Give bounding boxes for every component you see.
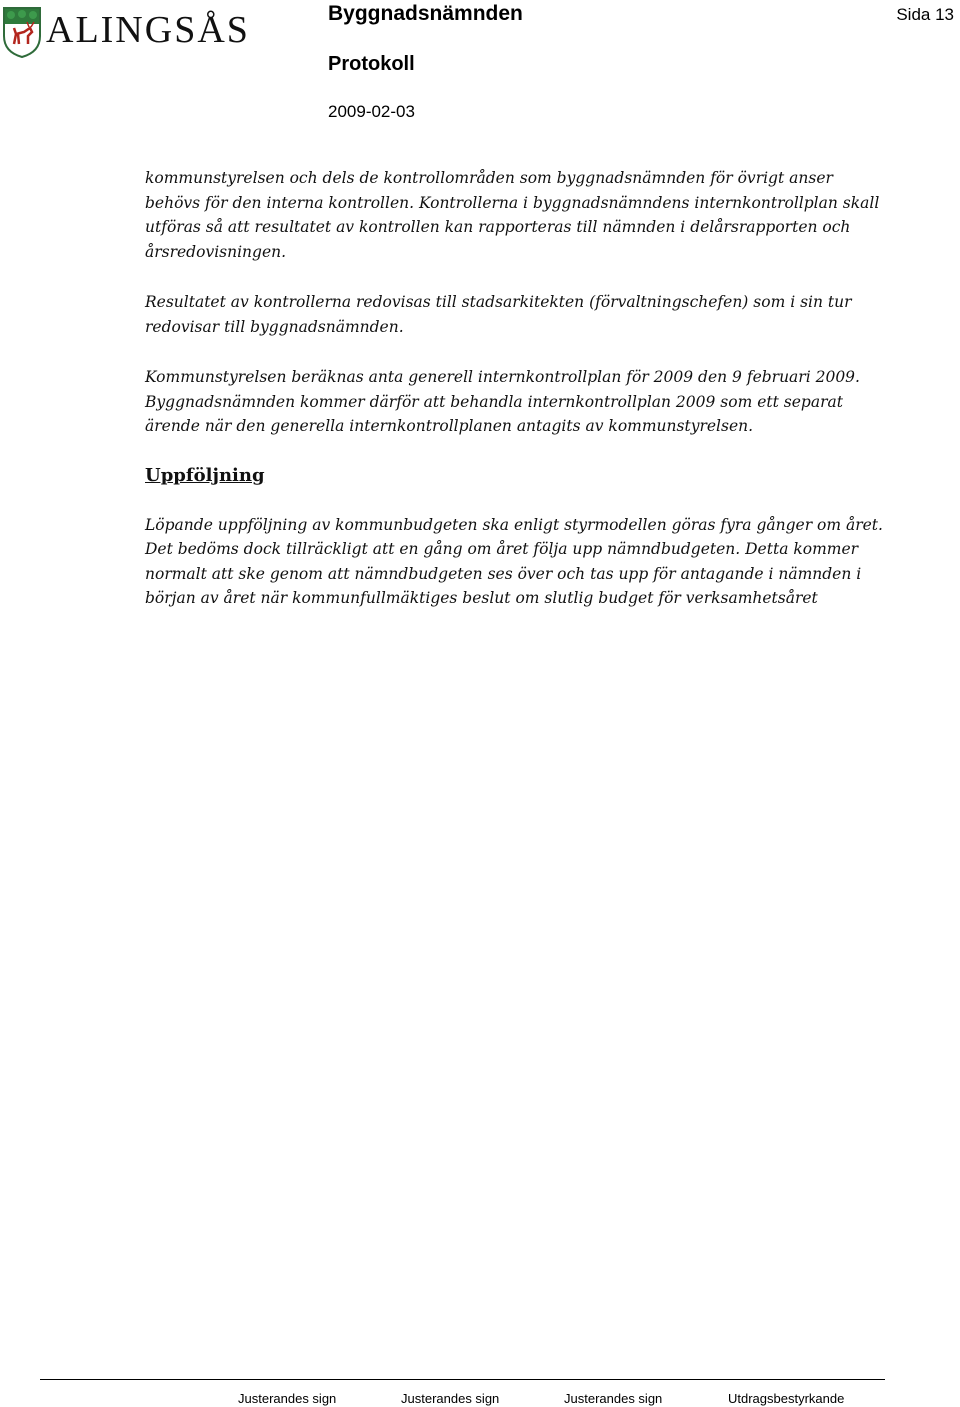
signature-label: Justerandes sign: [564, 1391, 663, 1406]
committee-title: Byggnadsnämnden: [328, 2, 523, 25]
alingsas-logo: [0, 6, 260, 60]
signature-label: Justerandes sign: [238, 1391, 337, 1406]
signature-label: Justerandes sign: [401, 1391, 500, 1406]
document-body: [145, 166, 885, 637]
paragraph: Resultatet av kontrollerna redovisas till stadsarkitekten (förvaltningschefen) som i sin tur redovisar till byggnadsnämnden.: [145, 293, 852, 336]
page-number: Sida 13: [896, 5, 954, 24]
paragraph: Löpande uppföljning av kommunbudgeten ska enligt styrmodellen göras fyra gånger om året. Det bedöms dock tillräckligt att en gång om året följa upp nämndbudgeten. Detta kommer normalt att ske genom att nämndbudgeten ses över och tas upp för antagande i nämnden i början av året när kommunfullmäktiges beslut om slutlig budget för verksamhetsåret: [145, 515, 883, 607]
section-heading: Uppföljning: [145, 464, 265, 486]
extract-certification-label: Utdragsbestyrkande: [728, 1391, 845, 1406]
meeting-date: 2009-02-03: [328, 102, 415, 121]
coat-of-arms-icon: [2, 6, 42, 58]
paragraph: kommunstyrelsen och dels de kontrollområden som byggnadsnämnden för övrigt anser behövs för den interna kontrollen. Kontrollerna i byggnadsnämndens internkontrollplan skall utföras så att resultatet av kontrollen kan rapporteras till nämnden i delårsrapporten och årsredovisningen.: [145, 169, 880, 261]
paragraph: Kommunstyrelsen beräknas anta generell internkontrollplan för 2009 den 9 februari 2009. Byggnadsnämnden kommer därför att behandla internkontrollplan 2009 som ett separat ärende när den generella internkontrollplanen antagits av kommunstyrelsen.: [145, 368, 860, 435]
document-type: Protokoll: [328, 53, 415, 75]
logo-wordmark: ALINGSÅS: [46, 9, 250, 51]
footer-divider: [40, 1379, 885, 1380]
